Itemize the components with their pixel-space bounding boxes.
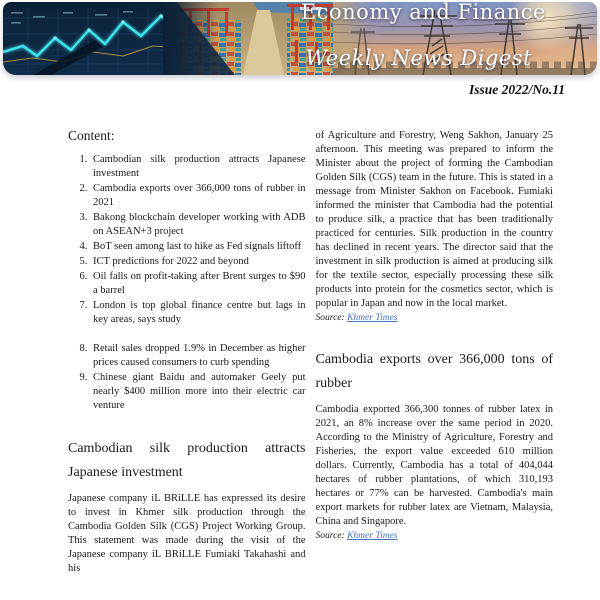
left-column xyxy=(68,128,306,600)
content-list-item: 9. Chinese giant Baidu and automaker Geely put nearly $400 million more into their electric car venture xyxy=(90,371,306,413)
banner-title: Economy and Finance xyxy=(300,2,546,24)
content-list-item: 7. London is top global finance centre but lags in key areas, says study xyxy=(90,299,306,327)
source-line-rubber xyxy=(316,530,554,542)
content-list-item: 4. BoT seen among last to hike as Fed signals liftoff xyxy=(90,240,306,254)
source-label: Source: xyxy=(315,531,345,541)
document-body xyxy=(68,128,553,600)
content-list-item: 6. Oil falls on profit-taking after Brent surges to $90 a barrel xyxy=(90,270,306,298)
article-body-silk: Japanese company iL BRiLLE has expressed its desire to invest in Khmer silk production through the Cambodia Golden Silk (CGS) Project Working Group. This statement was made during the visit of the Japanese company iL BRiLLE Fumiaki Takahashi and his xyxy=(68,493,306,574)
content-list xyxy=(68,153,306,413)
content-list-item: 8. Retail sales dropped 1.9% in December as higher prices caused consumers to curb spending xyxy=(90,342,306,370)
article-heading-silk: Cambodian silk production attracts Japanese investment xyxy=(68,441,306,480)
content-list-item: 1. Cambodian silk production attracts Japanese investment xyxy=(90,153,306,181)
article-heading-rubber: Cambodia exports over 366,000 tons of rubber xyxy=(315,352,553,391)
content-list-item: 2. Cambodia exports over 366,000 tons of rubber in 2021 xyxy=(90,182,306,210)
article-body-silk-continued: of Agriculture and Forestry, Weng Sakhon, January 25 afternoon. This meeting was prepared to inform the Minister about the project of forming the Cambodian Golden Silk (CGS) team in the future. This is stated in a message from Minister Sakhon on Facebook. Fumiaki informed the minister that Cambodia had the potential to produce silk, a practice that has been traditionally practiced for centuries. Silk production in the country has declined in recent years. The director said that the investment in silk production is aimed at producing silk for the textile sector, especially processing these silk products into protein for the cosmetics sector, which is popular in Japan and now in the local market. xyxy=(315,130,553,309)
issue-number: Issue 2022/No.11 xyxy=(468,82,565,97)
content-list-item: 5. ICT predictions for 2022 and beyond xyxy=(90,255,306,269)
content-heading: Content: xyxy=(68,128,115,143)
right-column xyxy=(316,128,554,600)
source-line-silk xyxy=(316,312,554,324)
source-link-khmer-times-1[interactable]: Khmer Times xyxy=(347,313,398,323)
source-link-khmer-times-2[interactable]: Khmer Times xyxy=(347,531,398,541)
article-body-rubber: Cambodia exported 366,300 tonnes of rubber latex in 2021, an 8% increase over the same period in 2020. According to the Ministry of Agriculture, Forestry and Fisheries, the export value exceeded 610 million dollars. Currently, Cambodia has a total of 404,044 hectares of rubber plantations, of which 310,193 hectares or 77% can be harvested. Cambodia's main export markets for rubber latex are Vietnam, Malaysia, China and Singapore. xyxy=(315,404,553,527)
content-list-item: 3. Bakong blockchain developer working with ADB on ASEAN+3 project xyxy=(90,211,306,239)
banner-image xyxy=(3,2,597,75)
source-label: Source: xyxy=(315,313,345,323)
banner-subtitle: Weekly News Digest xyxy=(305,46,532,70)
